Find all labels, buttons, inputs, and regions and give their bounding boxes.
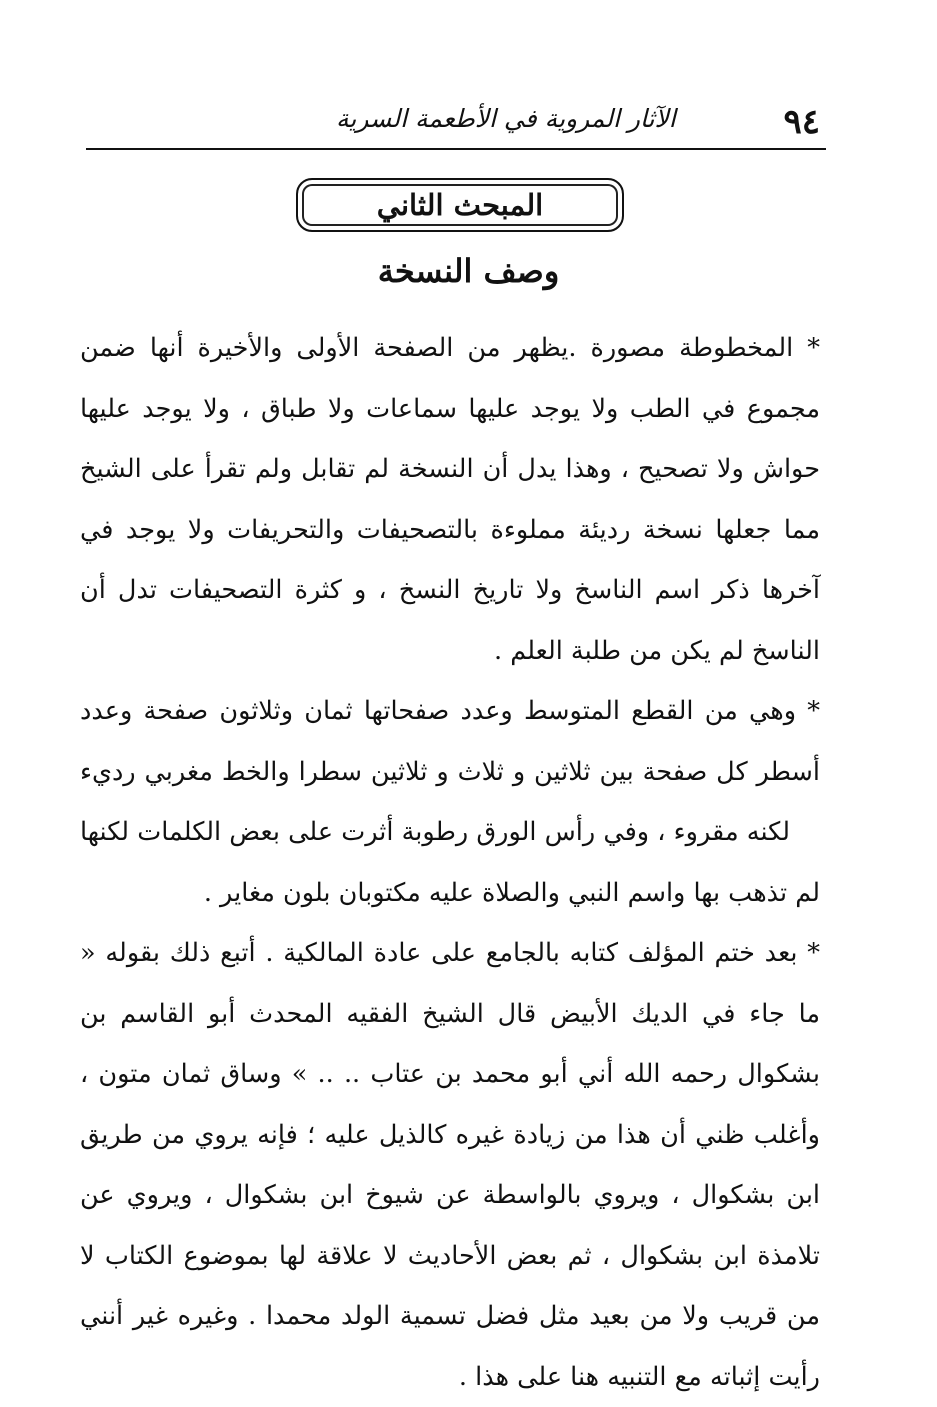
page-number: ٩٤ bbox=[783, 102, 820, 142]
header-rule bbox=[86, 148, 826, 150]
paragraph-appendix: * بعد ختم المؤلف كتابه بالجامع على عادة المالكية . أتبع ذلك بقوله « ما جاء في الديك الأبيض قال الشيخ الفقيه المحدث أبو القاسم بن بشكوال رحمه الله أني أبو محمد بن عتاب .. .. » وساق ثمان متون ، وأغلب ظني أن هذا من زيادة غيره كالذيل عليه ؛ فإنه يروي من طريق ابن بشكوال ، ويروي بالواسطة عن شيوخ ابن بشكوال ، ويروي عن تلامذة ابن بشكوال ، ثم بعض الأحاديث لا علاقة لها بموضوع الكتاب لا من قريب ولا من بعيد مثل فضل تسمية الولد محمدا . وغيره غير أنني رأيت إثباته مع التنبيه هنا على هذا . bbox=[80, 938, 820, 1392]
section-subtitle: وصف النسخة bbox=[377, 252, 560, 290]
page-header bbox=[86, 96, 826, 152]
body-text bbox=[80, 318, 820, 1407]
paragraph-manuscript-description: * المخطوطة مصورة .يظهر من الصفحة الأولى والأخيرة أنها ضمن مجموع في الطب ولا يوجد عليها سماعات ولا طباق ، ولا يوجد عليها حواش ولا تصحيح ، وهذا يدل أن النسخة لم تقابل ولم تقرأ على الشيخ مما جعلها نسخة رديئة مملوءة بالتصحيفات والتحريفات ولا يوجد في آخرها ذكر اسم الناسخ ولا تاريخ النسخ ، و كثرة التصحيفات تدل أن الناسخ لم يكن من طلبة العلم . bbox=[80, 333, 820, 666]
section-title: المبحث الثاني bbox=[376, 188, 544, 222]
paragraph-condition: لكنه مقروء ، وفي رأس الورق رطوبة أثرت على بعض الكلمات لكنها لم تذهب بها واسم النبي والصلاة عليه مكتوبان بلون مغاير . bbox=[80, 817, 820, 908]
paragraph-size-and-lines: * وهي من القطع المتوسط وعدد صفحاتها ثمان وثلاثون صفحة وعدد أسطر كل صفحة بين ثلاثين و ثلاث و ثلاثين سطرا والخط مغربي رديء bbox=[80, 696, 820, 787]
running-title: الآثار المروية في الأطعمة السرية bbox=[336, 104, 676, 133]
section-title-box bbox=[296, 178, 624, 232]
